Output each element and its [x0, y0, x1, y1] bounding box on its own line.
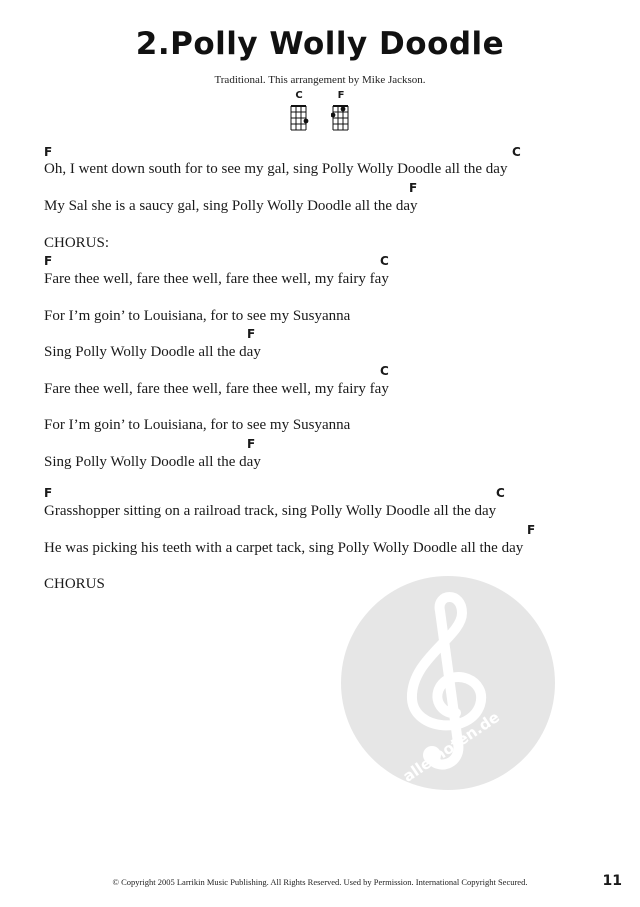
chorus-heading: CHORUS: — [44, 235, 110, 251]
finger-dot — [331, 113, 335, 118]
lyric-line: Fare thee well, fare thee well, fare thee well, my fairy fay — [44, 271, 389, 287]
chord-symbol: F — [247, 437, 256, 451]
chord-diagram-label: F — [337, 90, 345, 101]
page-number: 11 — [602, 873, 622, 889]
lyric-line: Fare thee well, fare thee well, fare thee well, my fairy fay — [44, 381, 389, 397]
song-title: 2.Polly Wolly Doodle — [135, 26, 505, 62]
treble-clef-icon — [340, 575, 556, 791]
chord-symbol: F — [44, 145, 53, 159]
chord-symbol: C — [380, 254, 389, 268]
chord-grid-c — [289, 104, 309, 132]
chorus-repeat: CHORUS — [44, 576, 105, 592]
chord-symbol: F — [247, 327, 256, 341]
chord-symbol: F — [527, 523, 536, 537]
finger-dot — [304, 119, 309, 124]
chord-diagram-label: C — [295, 90, 303, 101]
chord-symbol: F — [44, 486, 53, 500]
chord-symbol: C — [512, 145, 521, 159]
lyric-line: Sing Polly Wolly Doodle all the day — [44, 454, 261, 470]
lyric-line: For I’m goin’ to Louisiana, for to see my Susyanna — [44, 417, 351, 433]
lyric-line: Oh, I went down south for to see my gal, sing Polly Wolly Doodle all the day — [44, 161, 508, 177]
chord-symbol: F — [409, 181, 418, 195]
lyric-line: Grasshopper sitting on a railroad track, sing Polly Wolly Doodle all the day — [44, 503, 497, 519]
chord-symbol: C — [496, 486, 505, 500]
chord-symbol: F — [44, 254, 53, 268]
chord-grid-f — [331, 104, 351, 132]
watermark-text: alle-noten.de — [399, 707, 503, 786]
arrangement-credit: Traditional. This arrangement by Mike Jackson. — [214, 74, 426, 86]
copyright-notice: © Copyright 2005 Larrikin Music Publishing. All Rights Reserved. Used by Permission. International Copyright Secured. — [112, 877, 528, 887]
finger-dot — [341, 107, 346, 112]
lyric-line: For I’m goin’ to Louisiana, for to see my Susyanna — [44, 308, 351, 324]
lyric-line: Sing Polly Wolly Doodle all the day — [44, 344, 261, 360]
lyric-line: My Sal she is a saucy gal, sing Polly Wolly Doodle all the day — [44, 198, 418, 214]
chord-symbol: C — [380, 364, 389, 378]
lyric-line: He was picking his teeth with a carpet tack, sing Polly Wolly Doodle all the day — [44, 540, 524, 556]
